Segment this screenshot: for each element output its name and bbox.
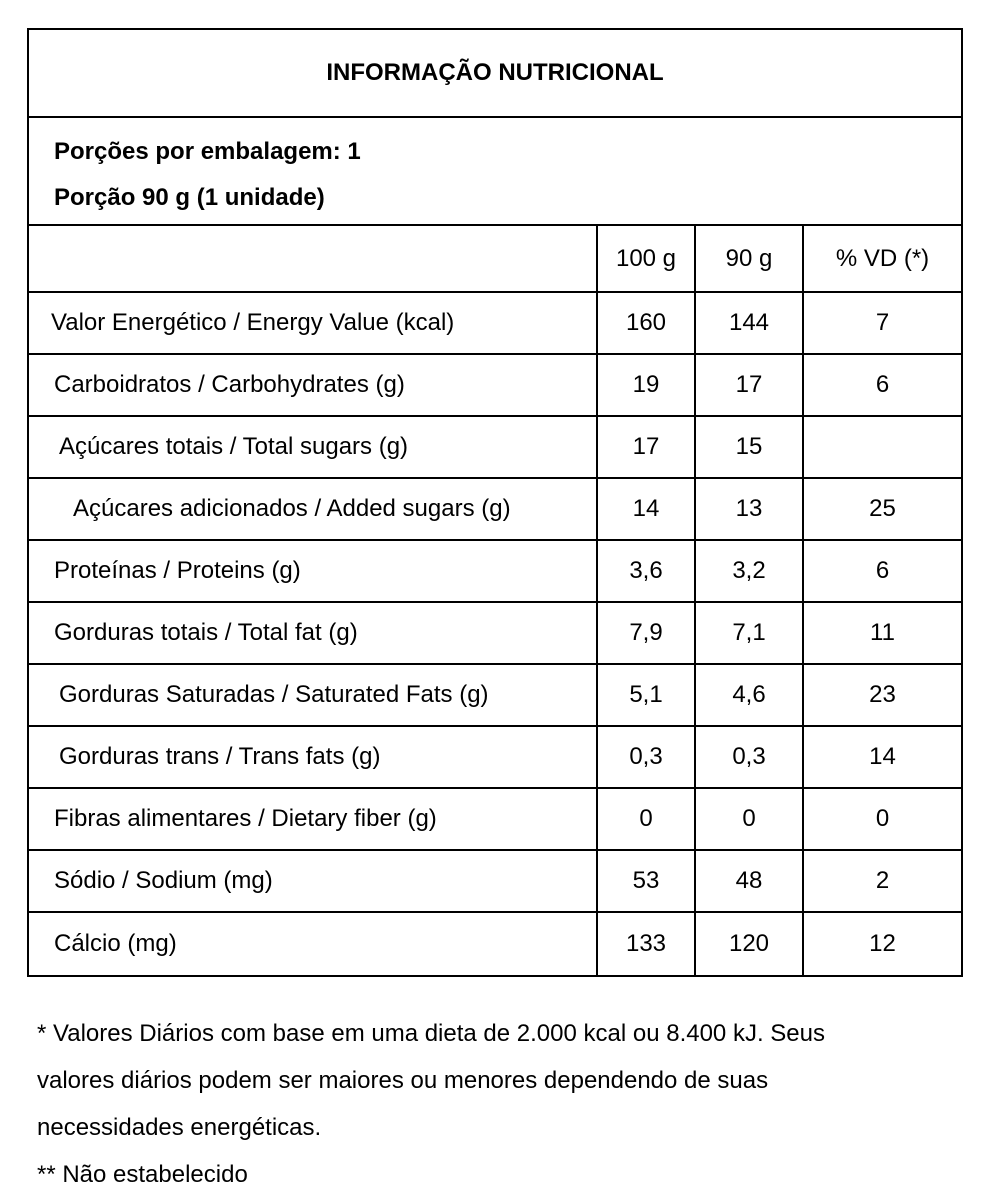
table-row <box>29 479 961 541</box>
table-row <box>29 293 961 355</box>
value-daily-percent: 12 <box>869 930 896 957</box>
value-per-serving: 48 <box>696 851 804 911</box>
value-per-100g: 0,3 <box>598 727 696 787</box>
nutrient-label: Açúcares adicionados / Added sugars (g) <box>29 479 598 539</box>
header-per-100g: 100 g <box>598 226 696 291</box>
table-row <box>29 355 961 417</box>
nutrient-label: Proteínas / Proteins (g) <box>29 541 598 601</box>
value-per-serving: 0,3 <box>696 727 804 787</box>
nutrient-label: Gorduras totais / Total fat (g) <box>29 603 598 663</box>
value-daily-percent: 0 <box>875 805 890 832</box>
value-daily-percent: 23 <box>869 681 896 708</box>
value-daily-percent: 14 <box>869 743 896 770</box>
table-row <box>29 913 961 975</box>
value-daily-percent: 7 <box>875 309 890 336</box>
value-per-100g: 53 <box>598 851 696 911</box>
table-row <box>29 851 961 913</box>
value-per-100g: 7,9 <box>598 603 696 663</box>
footnote-line: * Valores Diários com base em uma dieta de 2.000 kcal ou 8.400 kJ. Seus <box>37 1020 825 1047</box>
value-daily-percent: 6 <box>875 557 890 584</box>
nutrient-label: Gorduras Saturadas / Saturated Fats (g) <box>29 665 598 725</box>
value-daily-percent: 25 <box>869 495 896 522</box>
value-per-serving: 120 <box>696 913 804 975</box>
value-per-100g: 0 <box>598 789 696 849</box>
nutrient-label: Cálcio (mg) <box>29 913 598 975</box>
value-per-100g: 14 <box>598 479 696 539</box>
footnote-line: valores diários podem ser maiores ou menores dependendo de suas <box>37 1067 769 1094</box>
value-daily-percent: 2 <box>875 867 890 894</box>
value-per-serving: 144 <box>696 293 804 353</box>
table-row <box>29 665 961 727</box>
table-row <box>29 603 961 665</box>
table-row <box>29 541 961 603</box>
value-per-serving: 4,6 <box>696 665 804 725</box>
value-per-serving: 15 <box>696 417 804 477</box>
column-header-row <box>29 226 961 293</box>
value-daily-percent: 11 <box>870 619 895 646</box>
nutrient-label: Gorduras trans / Trans fats (g) <box>29 727 598 787</box>
value-per-100g: 5,1 <box>598 665 696 725</box>
nutrition-facts-table <box>27 28 963 977</box>
value-per-serving: 7,1 <box>696 603 804 663</box>
value-daily-percent: 6 <box>875 371 890 398</box>
servings-per-package: Porções por embalagem: 1 <box>54 138 361 165</box>
footnote-line: necessidades energéticas. <box>37 1114 322 1141</box>
value-per-100g: 133 <box>598 913 696 975</box>
table-row <box>29 789 961 851</box>
nutrient-label: Açúcares totais / Total sugars (g) <box>29 417 598 477</box>
header-daily-value: % VD (*) <box>835 244 930 272</box>
value-per-serving: 17 <box>696 355 804 415</box>
table-row <box>29 727 961 789</box>
footnotes <box>37 1010 825 1198</box>
value-per-100g: 3,6 <box>598 541 696 601</box>
value-per-serving: 13 <box>696 479 804 539</box>
nutrient-label: Sódio / Sodium (mg) <box>29 851 598 911</box>
value-per-100g: 19 <box>598 355 696 415</box>
serving-size: Porção 90 g (1 unidade) <box>54 184 325 211</box>
value-per-100g: 160 <box>598 293 696 353</box>
header-nutrient <box>29 226 598 291</box>
nutrient-label: Valor Energético / Energy Value (kcal) <box>29 293 598 353</box>
table-title: INFORMAÇÃO NUTRICIONAL <box>29 30 961 118</box>
value-daily-percent <box>804 417 961 477</box>
nutrient-label: Carboidratos / Carbohydrates (g) <box>29 355 598 415</box>
serving-info <box>29 118 961 226</box>
header-per-serving: 90 g <box>696 226 804 291</box>
value-per-serving: 0 <box>696 789 804 849</box>
table-row <box>29 417 961 479</box>
nutrient-label: Fibras alimentares / Dietary fiber (g) <box>29 789 598 849</box>
footnote-line: ** Não estabelecido <box>37 1161 248 1188</box>
value-per-100g: 17 <box>598 417 696 477</box>
value-per-serving: 3,2 <box>696 541 804 601</box>
